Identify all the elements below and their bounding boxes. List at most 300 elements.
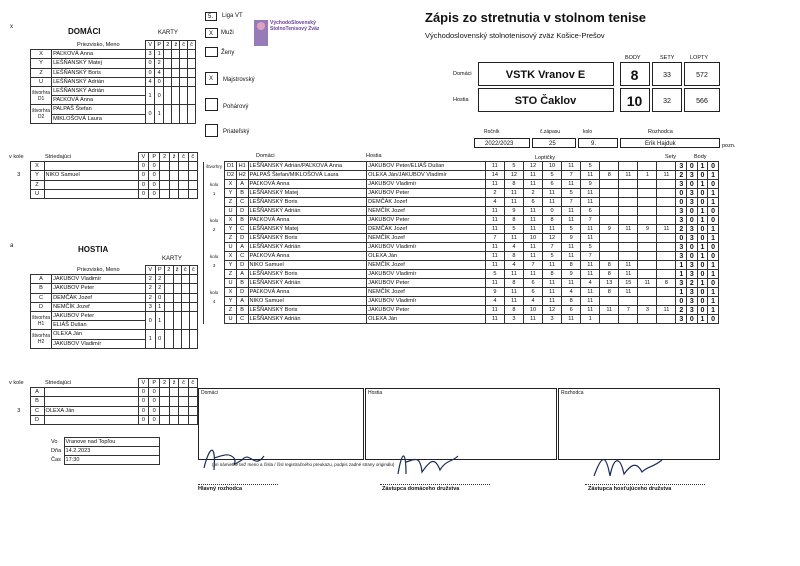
match-ball-score: 11 bbox=[523, 315, 542, 324]
match-row bbox=[204, 162, 719, 171]
match-home-points: 1 bbox=[697, 315, 708, 324]
match-away-code: B bbox=[236, 189, 248, 198]
venue-time-label: Čas bbox=[51, 457, 61, 463]
empty-cell bbox=[164, 50, 172, 59]
empty-cell bbox=[164, 311, 173, 329]
col-cc: č bbox=[189, 266, 197, 275]
match-home-points: 1 bbox=[697, 216, 708, 225]
col-cc: č bbox=[188, 379, 197, 388]
match-home-points: 0 bbox=[697, 234, 708, 243]
player-name: JAKUBOV Peter bbox=[52, 284, 146, 293]
match-away-sets: 2 bbox=[687, 279, 698, 288]
match-ball-score: 11 bbox=[619, 288, 638, 297]
season: 2022/2023 bbox=[485, 141, 514, 147]
match-ball-score: 12 bbox=[543, 234, 562, 243]
match-ball-score: 11 bbox=[523, 243, 542, 252]
matches-points-header: Body bbox=[694, 154, 707, 160]
match-ball-score: 5 bbox=[504, 225, 523, 234]
match-ball-score: 7 bbox=[581, 252, 600, 261]
match-row bbox=[204, 207, 719, 216]
sub-wins: 0 bbox=[138, 388, 149, 397]
match-number-box bbox=[532, 138, 576, 148]
away-team-box bbox=[478, 88, 614, 112]
match-home-points: 1 bbox=[697, 243, 708, 252]
empty-cell bbox=[188, 406, 197, 415]
referee-signature-label: Hlavný rozhodca bbox=[198, 486, 243, 492]
match-ball-score: 12 bbox=[504, 171, 523, 180]
match-home-player: PAĽKOVÁ Anna bbox=[248, 180, 367, 189]
match-ball-score: 4 bbox=[504, 261, 523, 270]
player-code: U bbox=[31, 77, 52, 86]
match-ball-score: 11 bbox=[485, 279, 504, 288]
match-ball-score: 9 bbox=[638, 225, 657, 234]
home-team-name: VSTK Vranov E bbox=[505, 69, 586, 81]
home-sets-box bbox=[652, 62, 682, 86]
match-away-sets: 3 bbox=[687, 306, 698, 315]
match-home-code: Y bbox=[225, 261, 237, 270]
men-check-mark: X bbox=[209, 31, 214, 37]
match-ball-score: 11 bbox=[485, 207, 504, 216]
match-ball-score: 3 bbox=[638, 306, 657, 315]
match-away-code: B bbox=[236, 279, 248, 288]
home-sets: 33 bbox=[663, 72, 671, 79]
match-row bbox=[204, 171, 719, 180]
match-ball-score: 11 bbox=[485, 162, 504, 171]
match-ball-score: 11 bbox=[543, 279, 562, 288]
match-row bbox=[204, 198, 719, 207]
match-home-sets: 0 bbox=[676, 198, 687, 207]
subs-kolo-label: v kole bbox=[9, 380, 24, 387]
match-ball-score: 6 bbox=[523, 198, 542, 207]
player-code: X bbox=[31, 50, 52, 59]
score-away-label: Hostia bbox=[453, 97, 469, 103]
empty-cell bbox=[188, 180, 197, 189]
player-wins: 2 bbox=[146, 284, 155, 293]
match-home-sets: 2 bbox=[676, 306, 687, 315]
substitute-row bbox=[8, 388, 198, 397]
home-title: DOMÁCI bbox=[68, 27, 101, 36]
match-home-sets: 3 bbox=[676, 207, 687, 216]
away-title: HOSTIA bbox=[78, 245, 109, 254]
sub-name bbox=[44, 180, 138, 189]
match-ball-score: 8 bbox=[600, 261, 619, 270]
match-away-sets: 0 bbox=[687, 252, 698, 261]
match-home-sets: 3 bbox=[676, 279, 687, 288]
empty-cell bbox=[170, 189, 179, 198]
match-ball-score: 4 bbox=[485, 198, 504, 207]
empty-cell bbox=[180, 86, 188, 104]
doubles-losses: 0 bbox=[155, 330, 164, 348]
match-ball-score bbox=[638, 207, 657, 216]
empty-cell bbox=[189, 302, 197, 311]
match-ball-score bbox=[600, 162, 619, 171]
doubles-id: D2 bbox=[37, 114, 45, 120]
match-ball-score: 8 bbox=[504, 306, 523, 315]
match-away-player: JAKUBOV Peter bbox=[367, 189, 486, 198]
match-home-player: LEŠŇANSKÝ Adrián/PAĽKOVÁ Anna bbox=[248, 162, 367, 171]
player-row bbox=[31, 293, 198, 302]
match-home-code: D2 bbox=[225, 171, 237, 180]
match-row bbox=[204, 243, 719, 252]
match-away-points: 0 bbox=[708, 180, 719, 189]
match-ball-score: 9 bbox=[562, 234, 581, 243]
match-round: 4 bbox=[204, 297, 225, 306]
match-ball-score bbox=[619, 216, 638, 225]
match-home-code: Z bbox=[225, 270, 237, 279]
sub-code: B bbox=[30, 397, 44, 406]
doubles-wins: 0 bbox=[146, 105, 155, 123]
match-ball-score: 1 bbox=[638, 171, 657, 180]
col-p: P bbox=[149, 153, 160, 162]
match-ball-score bbox=[600, 207, 619, 216]
score-col-sets: SETY bbox=[660, 55, 675, 61]
doubles-wins: 1 bbox=[146, 330, 155, 348]
match-home-player: LEŠŇANSKÝ Matej bbox=[248, 225, 367, 234]
home-players-table bbox=[30, 40, 196, 124]
empty-cell bbox=[170, 171, 179, 180]
match-home-code: U bbox=[225, 315, 237, 324]
doubles-label: štvorhra bbox=[32, 108, 51, 114]
match-ball-score bbox=[600, 189, 619, 198]
substitute-row bbox=[8, 415, 198, 424]
match-away-points: 1 bbox=[708, 261, 719, 270]
matches-home-header: Domáci bbox=[256, 153, 275, 159]
match-ball-score bbox=[657, 261, 676, 270]
away-subs-table bbox=[8, 378, 198, 425]
empty-cell bbox=[188, 50, 196, 59]
match-ball-score bbox=[600, 252, 619, 261]
women-checkbox[interactable] bbox=[205, 47, 218, 57]
player-row bbox=[31, 275, 198, 284]
match-away-player: OLEXA Ján/JAKUBOV Vladimír bbox=[367, 171, 486, 180]
substitute-row bbox=[8, 171, 198, 180]
match-away-code: A bbox=[236, 180, 248, 189]
sub-losses: 0 bbox=[149, 415, 160, 424]
away-sets: 32 bbox=[663, 98, 671, 105]
player-wins: 2 bbox=[146, 293, 155, 302]
match-away-sets: 0 bbox=[687, 216, 698, 225]
sub-round: 3 bbox=[17, 407, 21, 414]
match-away-player: JAKUBOV Vladimír bbox=[367, 243, 486, 252]
doubles-player-2: MIKLOŠOVÁ Laura bbox=[52, 114, 146, 123]
cup-checkbox[interactable] bbox=[205, 98, 218, 111]
match-away-points: 1 bbox=[708, 297, 719, 306]
home-notes-label: Domáci bbox=[201, 390, 218, 396]
empty-cell bbox=[180, 105, 188, 123]
substitute-row bbox=[8, 406, 198, 415]
match-away-sets: 0 bbox=[687, 162, 698, 171]
match-ball-score bbox=[600, 180, 619, 189]
referee-label: Rozhodca bbox=[648, 129, 673, 135]
home-balls: 572 bbox=[696, 72, 708, 79]
match-home-player: PAĽKOVÁ Anna bbox=[248, 216, 367, 225]
empty-cell bbox=[188, 162, 197, 171]
match-ball-score: 11 bbox=[562, 243, 581, 252]
match-away-points: 0 bbox=[708, 207, 719, 216]
empty-cell bbox=[160, 162, 170, 171]
match-home-code: D1 bbox=[225, 162, 237, 171]
match-away-code: C bbox=[236, 198, 248, 207]
empty-cell bbox=[173, 275, 181, 284]
match-ball-score: 2 bbox=[523, 189, 542, 198]
match-ball-score: 6 bbox=[523, 288, 542, 297]
sub-name bbox=[44, 388, 138, 397]
match-ball-score: 15 bbox=[619, 279, 638, 288]
doubles-id: H1 bbox=[37, 320, 45, 327]
match-round: 1 bbox=[204, 189, 225, 198]
match-away-player: NEMČÍK Jozef bbox=[367, 207, 486, 216]
match-ball-score: 4 bbox=[485, 297, 504, 306]
match-ball-score: 11 bbox=[581, 234, 600, 243]
match-round bbox=[204, 234, 225, 243]
col-2: 2 bbox=[160, 379, 170, 388]
match-away-code: C bbox=[236, 225, 248, 234]
match-away-points: 0 bbox=[708, 315, 719, 324]
empty-cell bbox=[188, 86, 196, 104]
match-ball-score: 11 bbox=[504, 270, 523, 279]
match-home-points: 1 bbox=[697, 180, 708, 189]
match-ball-score bbox=[619, 180, 638, 189]
sub-name: NIKO Samuel bbox=[44, 171, 138, 180]
match-ball-score: 11 bbox=[523, 270, 542, 279]
match-home-code: Z bbox=[225, 306, 237, 315]
match-ball-score: 11 bbox=[543, 297, 562, 306]
player-row bbox=[31, 68, 196, 77]
doubles-row bbox=[31, 86, 196, 95]
match-away-player: JAKUBOV Peter/ELIÁŠ Dušan bbox=[367, 162, 486, 171]
match-ball-score: 11 bbox=[543, 225, 562, 234]
match-home-sets: 2 bbox=[676, 225, 687, 234]
player-code: Z bbox=[31, 68, 52, 77]
match-ball-score bbox=[619, 243, 638, 252]
match-ball-score: 8 bbox=[504, 180, 523, 189]
match-row bbox=[204, 225, 719, 234]
away-balls-box bbox=[684, 88, 720, 112]
match-away-points: 0 bbox=[708, 252, 719, 261]
match-home-player: LEŠŇANSKÝ Adrián bbox=[248, 207, 367, 216]
sub-losses: 0 bbox=[149, 388, 160, 397]
matches-sets-header: Sety bbox=[665, 154, 677, 160]
empty-cell bbox=[179, 388, 188, 397]
match-ball-score: 8 bbox=[543, 270, 562, 279]
match-away-sets: 0 bbox=[687, 207, 698, 216]
empty-cell bbox=[181, 330, 189, 348]
match-row bbox=[204, 297, 719, 306]
match-ball-score bbox=[657, 189, 676, 198]
empty-cell bbox=[160, 388, 170, 397]
away-balls: 566 bbox=[696, 98, 708, 105]
match-home-points: 1 bbox=[697, 207, 708, 216]
empty-cell bbox=[160, 415, 170, 424]
match-home-code: X bbox=[225, 252, 237, 261]
player-losses: 2 bbox=[155, 275, 164, 284]
match-ball-score: 11 bbox=[523, 207, 542, 216]
match-ball-score bbox=[657, 252, 676, 261]
match-home-points: 0 bbox=[697, 225, 708, 234]
away-corner-mark: a bbox=[10, 243, 14, 249]
match-ball-score: 8 bbox=[657, 279, 676, 288]
player-wins: 0 bbox=[146, 68, 155, 77]
friendly-checkbox[interactable] bbox=[205, 124, 218, 137]
player-losses: 1 bbox=[155, 302, 164, 311]
player-code: B bbox=[31, 284, 52, 293]
sub-losses: 0 bbox=[149, 189, 160, 198]
col-z: ž bbox=[170, 379, 179, 388]
empty-cell bbox=[170, 406, 179, 415]
match-home-code: Z bbox=[225, 234, 237, 243]
doubles-row bbox=[31, 311, 198, 320]
match-ball-score: 5 bbox=[581, 243, 600, 252]
match-home-points: 1 bbox=[697, 252, 708, 261]
col-c: č bbox=[179, 379, 188, 388]
substitute-row bbox=[8, 189, 198, 198]
match-away-sets: 3 bbox=[687, 288, 698, 297]
home-points-box bbox=[620, 62, 650, 86]
sub-round bbox=[8, 189, 30, 198]
match-round: 3 bbox=[204, 261, 225, 270]
empty-cell bbox=[180, 59, 188, 68]
score-col-body: BODY bbox=[625, 55, 641, 61]
empty-cell bbox=[189, 293, 197, 302]
sub-losses: 0 bbox=[149, 406, 160, 415]
match-home-points: 0 bbox=[697, 306, 708, 315]
match-home-sets: 1 bbox=[676, 270, 687, 279]
match-home-points: 0 bbox=[697, 270, 708, 279]
league-checkbox[interactable] bbox=[205, 72, 218, 85]
player-code: A bbox=[31, 275, 52, 284]
match-ball-score: 10 bbox=[523, 306, 542, 315]
empty-cell bbox=[188, 171, 197, 180]
home-subs-table bbox=[8, 152, 198, 199]
col-cc: č bbox=[188, 153, 197, 162]
match-away-sets: 0 bbox=[687, 315, 698, 324]
empty-cell bbox=[188, 397, 197, 406]
match-ball-score: 6 bbox=[523, 279, 542, 288]
subs-label: Striedajúci bbox=[45, 379, 72, 386]
match-ball-score bbox=[638, 189, 657, 198]
empty-cell bbox=[173, 330, 181, 348]
match-ball-score bbox=[657, 180, 676, 189]
empty-cell bbox=[181, 275, 189, 284]
player-code: C bbox=[31, 293, 52, 302]
match-ball-score: 5 bbox=[543, 252, 562, 261]
match-away-sets: 0 bbox=[687, 180, 698, 189]
men-checkbox[interactable] bbox=[205, 28, 218, 38]
match-home-player: LEŠŇANSKÝ Adrián bbox=[248, 279, 367, 288]
match-ball-score bbox=[619, 252, 638, 261]
cup-label: Pohárový bbox=[223, 104, 249, 110]
match-ball-score: 11 bbox=[504, 288, 523, 297]
league-type-label: Majstrovský bbox=[223, 77, 255, 83]
doubles-player-2: JAKUBOV Vladimír bbox=[52, 339, 146, 348]
match-ball-score: 11 bbox=[600, 306, 619, 315]
match-row bbox=[204, 315, 719, 324]
match-ball-score: 4 bbox=[504, 243, 523, 252]
player-name: NEMČÍK Jozef bbox=[52, 302, 146, 311]
match-home-sets: 3 bbox=[676, 243, 687, 252]
match-ball-score: 11 bbox=[562, 252, 581, 261]
sub-code: C bbox=[30, 406, 44, 415]
match-away-code: D bbox=[236, 288, 248, 297]
match-home-code: Y bbox=[225, 297, 237, 306]
match-away-player: NEMČÍK Jozef bbox=[367, 261, 486, 270]
doubles-player-2: PAĽKOVÁ Anna bbox=[52, 96, 146, 105]
empty-cell bbox=[189, 330, 197, 348]
match-home-sets: 1 bbox=[676, 261, 687, 270]
doubles-id: H2 bbox=[37, 339, 45, 345]
sub-round bbox=[8, 180, 30, 189]
empty-cell bbox=[179, 189, 188, 198]
player-losses: 1 bbox=[155, 50, 164, 59]
match-away-code: A bbox=[236, 270, 248, 279]
match-away-code: B bbox=[236, 306, 248, 315]
home-signature-label: Zástupca domáceho družstva bbox=[382, 486, 460, 492]
col-p: P bbox=[149, 379, 160, 388]
player-wins: 3 bbox=[146, 302, 155, 311]
women-label: Ženy bbox=[221, 50, 235, 56]
match-ball-score bbox=[619, 198, 638, 207]
referee-notes-label: Rozhodca bbox=[561, 390, 584, 396]
col-2: 2 bbox=[164, 41, 172, 50]
match-away-sets: 3 bbox=[687, 261, 698, 270]
match-ball-score bbox=[638, 261, 657, 270]
empty-cell bbox=[170, 397, 179, 406]
col-name: Priezvisko, Meno bbox=[77, 266, 120, 273]
venue-date: 14.2.2023 bbox=[64, 447, 160, 456]
empty-cell bbox=[181, 293, 189, 302]
col-c: č bbox=[181, 266, 189, 275]
sub-code: A bbox=[30, 388, 44, 397]
doubles-player-1: LEŠŇANSKÝ Adrián bbox=[52, 86, 146, 95]
empty-cell bbox=[160, 189, 170, 198]
player-name: PAĽKOVÁ Anna bbox=[52, 50, 146, 59]
match-home-player: NIKO Samuel bbox=[248, 261, 367, 270]
match-ball-score: 11 bbox=[543, 261, 562, 270]
match-ball-score: 11 bbox=[562, 279, 581, 288]
union-logo bbox=[250, 10, 330, 52]
match-row bbox=[204, 279, 719, 288]
round: 9. bbox=[591, 141, 597, 147]
league-number: 5. bbox=[208, 14, 214, 20]
match-ball-score: 11 bbox=[485, 315, 504, 324]
match-ball-score bbox=[619, 297, 638, 306]
empty-cell bbox=[164, 68, 172, 77]
empty-cell bbox=[180, 50, 188, 59]
match-ball-score: 3 bbox=[504, 315, 523, 324]
match-home-points: 1 bbox=[697, 162, 708, 171]
match-ball-score: 8 bbox=[562, 297, 581, 306]
notes-label: pozn. bbox=[722, 143, 736, 149]
away-signature-icon bbox=[590, 446, 670, 486]
col-z: ž bbox=[170, 153, 179, 162]
match-ball-score: 3 bbox=[543, 315, 562, 324]
col-v: V bbox=[138, 379, 149, 388]
sub-name: OLEXA Ján bbox=[44, 406, 138, 415]
match-ball-score bbox=[619, 162, 638, 171]
sub-round bbox=[8, 388, 30, 397]
sub-wins: 0 bbox=[138, 415, 149, 424]
player-losses: 2 bbox=[155, 284, 164, 293]
match-ball-score bbox=[657, 216, 676, 225]
match-home-player: PAĽKOVÁ Anna bbox=[248, 288, 367, 297]
match-away-sets: 3 bbox=[687, 297, 698, 306]
match-ball-score bbox=[638, 270, 657, 279]
away-sets-box bbox=[652, 88, 682, 112]
match-ball-score: 9 bbox=[562, 270, 581, 279]
empty-cell bbox=[170, 180, 179, 189]
player-wins: 0 bbox=[146, 59, 155, 68]
empty-cell bbox=[179, 162, 188, 171]
